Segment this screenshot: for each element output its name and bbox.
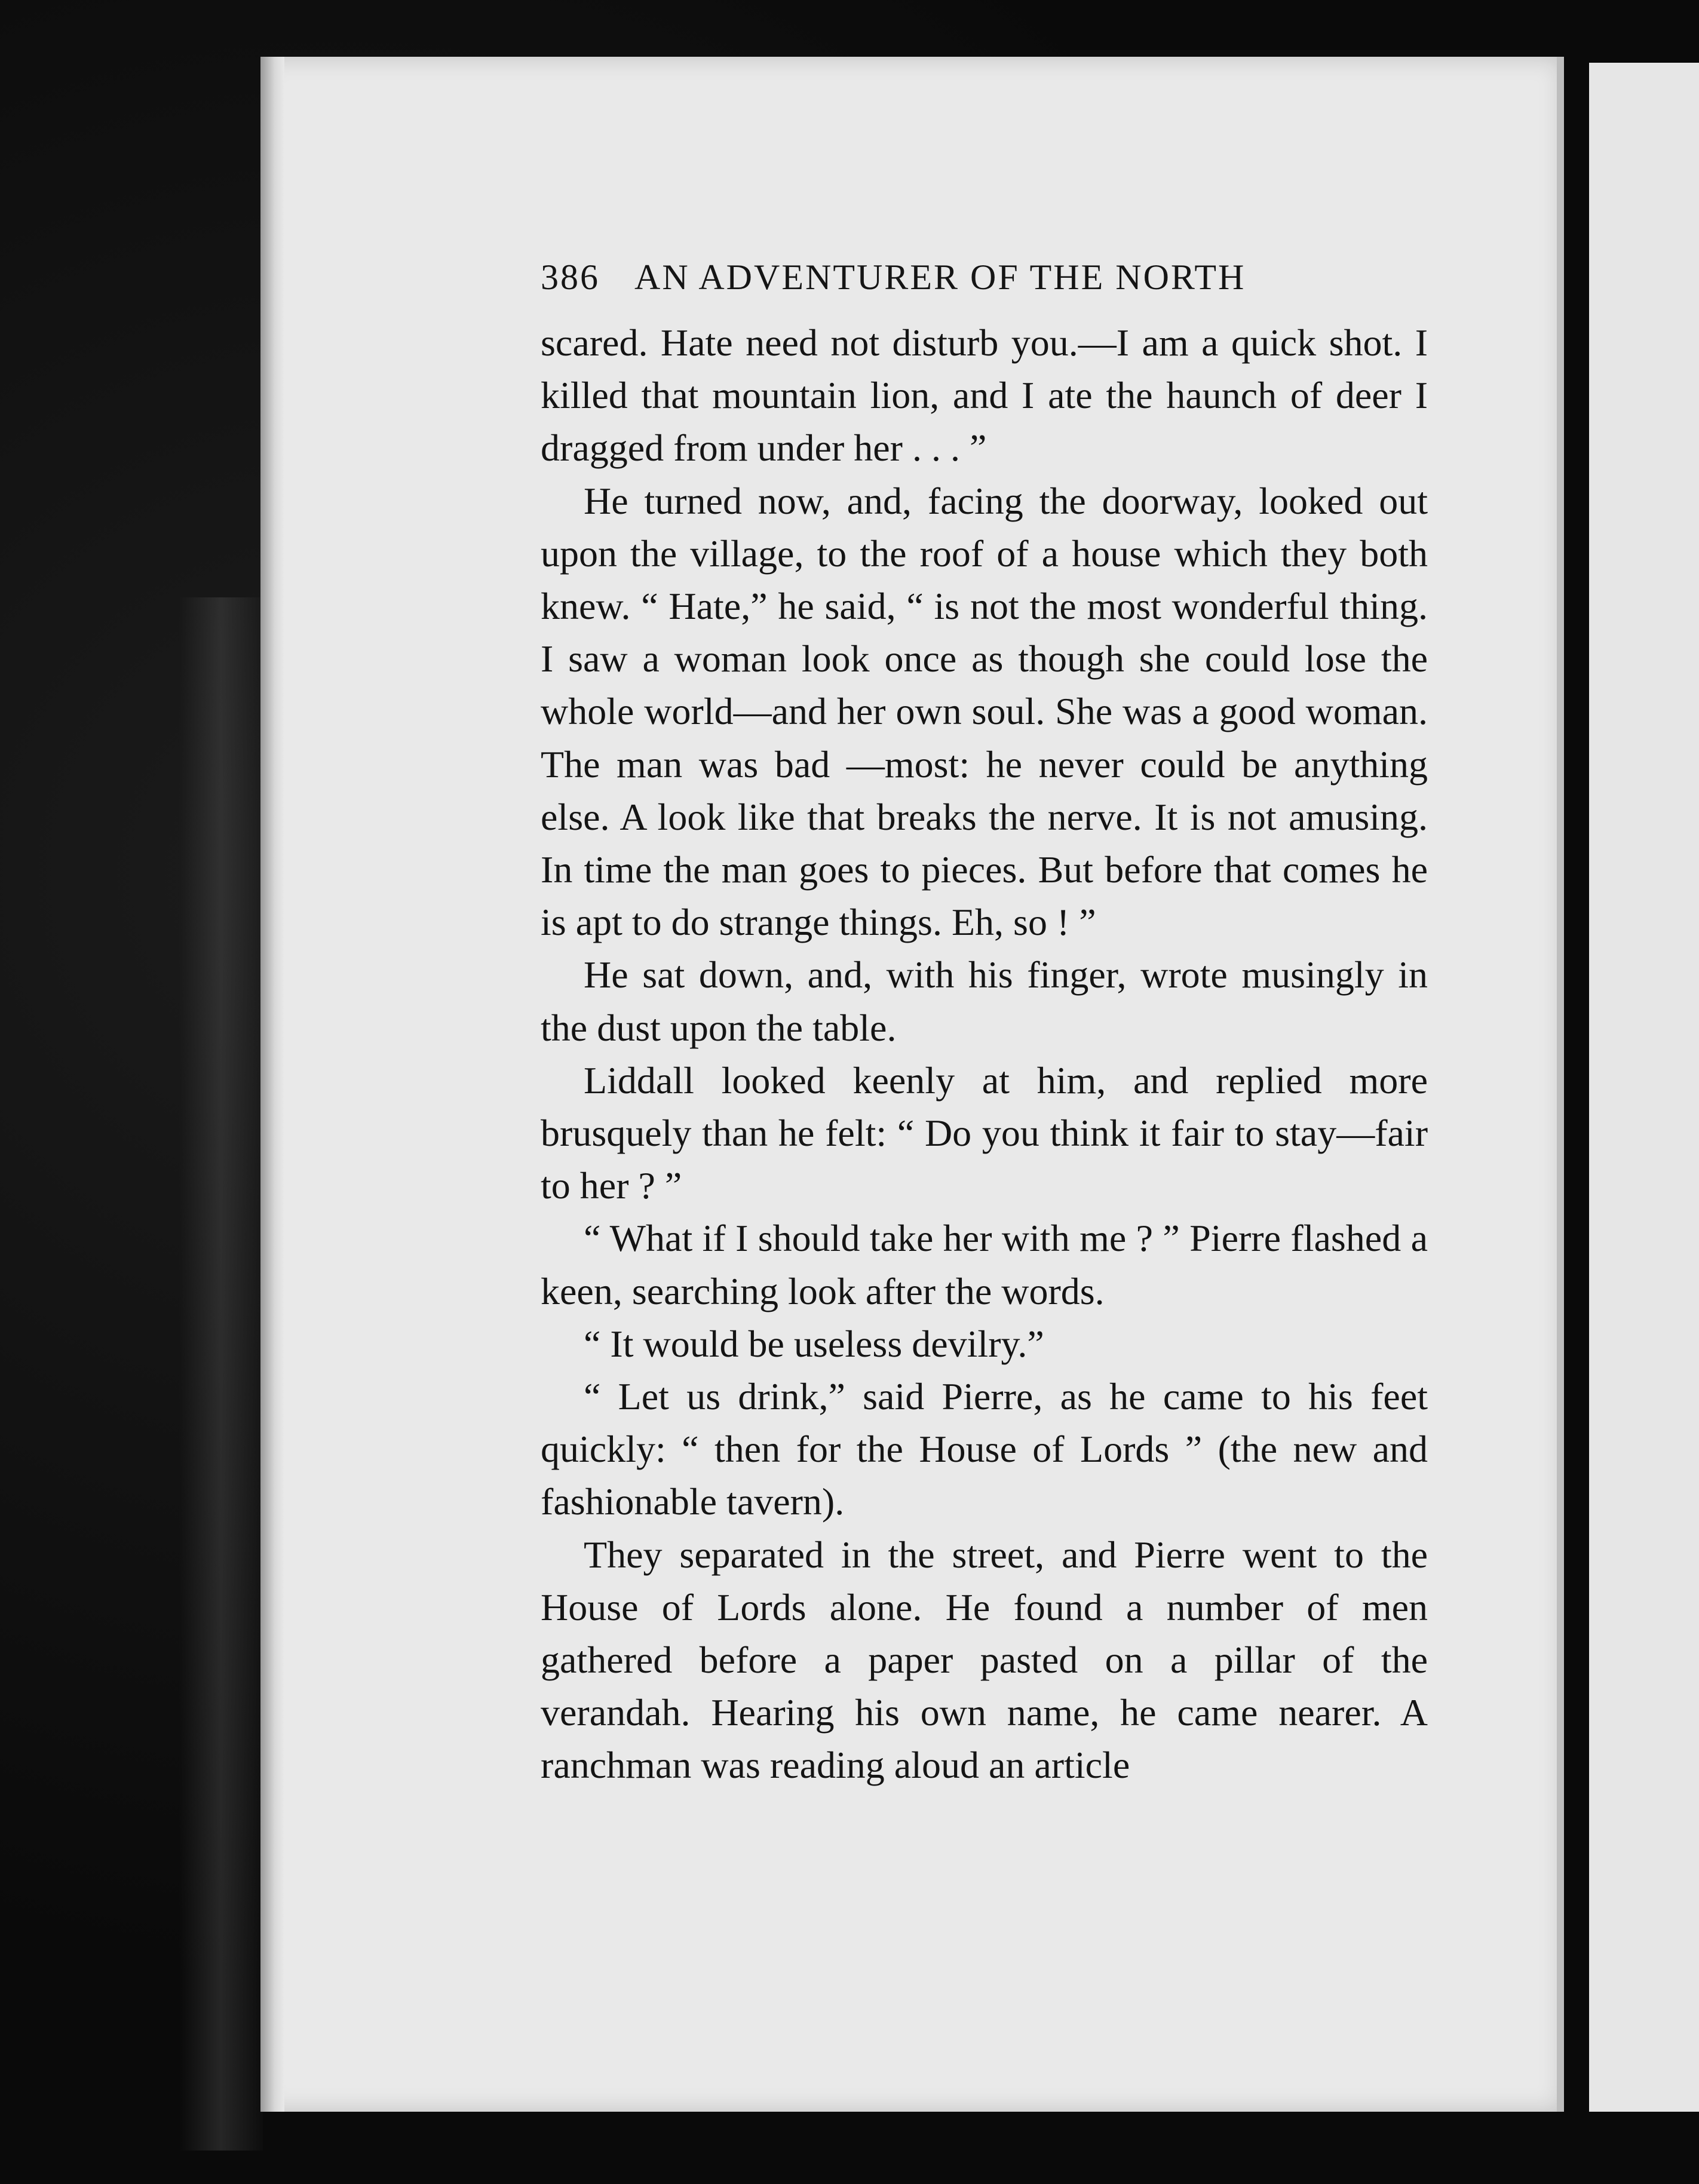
- running-title: AN ADVENTURER OF THE NORTH: [634, 257, 1246, 297]
- running-header: [541, 251, 1428, 311]
- paragraph: scared. Hate need not disturb you.—I am a quick shot. I killed that mountain lion, and I ate the haunch of deer I dragged from under her . . . ”: [541, 321, 1428, 470]
- paragraph: He turned now, and, facing the doorway, looked out upon the village, to the roof of a house which they both knew. “ Hate,” he said, “ is not the most wonderful thing. I saw a woman look once as though she could lose the whole world—and her own soul. She was a good woman. The man was bad —most: he never could be anything else. A look like that breaks the nerve. It is not amusing. In time the man goes to pieces. But before that comes he is apt to do strange things. Eh, so ! ”: [541, 479, 1428, 944]
- book-spine-shadow: [179, 597, 263, 2151]
- paragraph: “ It would be useless devilry.”: [584, 1322, 1044, 1365]
- paragraph: “ Let us drink,” said Pierre, as he came to his feet quickly: “ then for the House of Lords ” (the new and fashionable tavern).: [541, 1375, 1428, 1523]
- page-number: 386: [541, 257, 600, 297]
- paragraph: They separated in the street, and Pierre went to the House of Lords alone. He found a number of men gathered before a paper pasted on a pillar of the verandah. Hearing his own name, he came nearer. A ranchman was reading aloud an article: [541, 1533, 1428, 1787]
- paragraph: He sat down, and, with his finger, wrote musingly in the dust upon the table.: [541, 953, 1428, 1049]
- paragraph: “ What if I should take her with me ? ” Pierre flashed a keen, searching look after the words.: [541, 1217, 1428, 1312]
- page-gutter: [260, 57, 284, 2112]
- page-right-edge: [1557, 57, 1564, 2112]
- page-text: [541, 251, 1428, 1792]
- paragraph: Liddall looked keenly at him, and replied more brusquely than he felt: “ Do you think it fair to stay—fair to her ? ”: [541, 1059, 1428, 1207]
- facing-page-edge: [1589, 63, 1699, 2112]
